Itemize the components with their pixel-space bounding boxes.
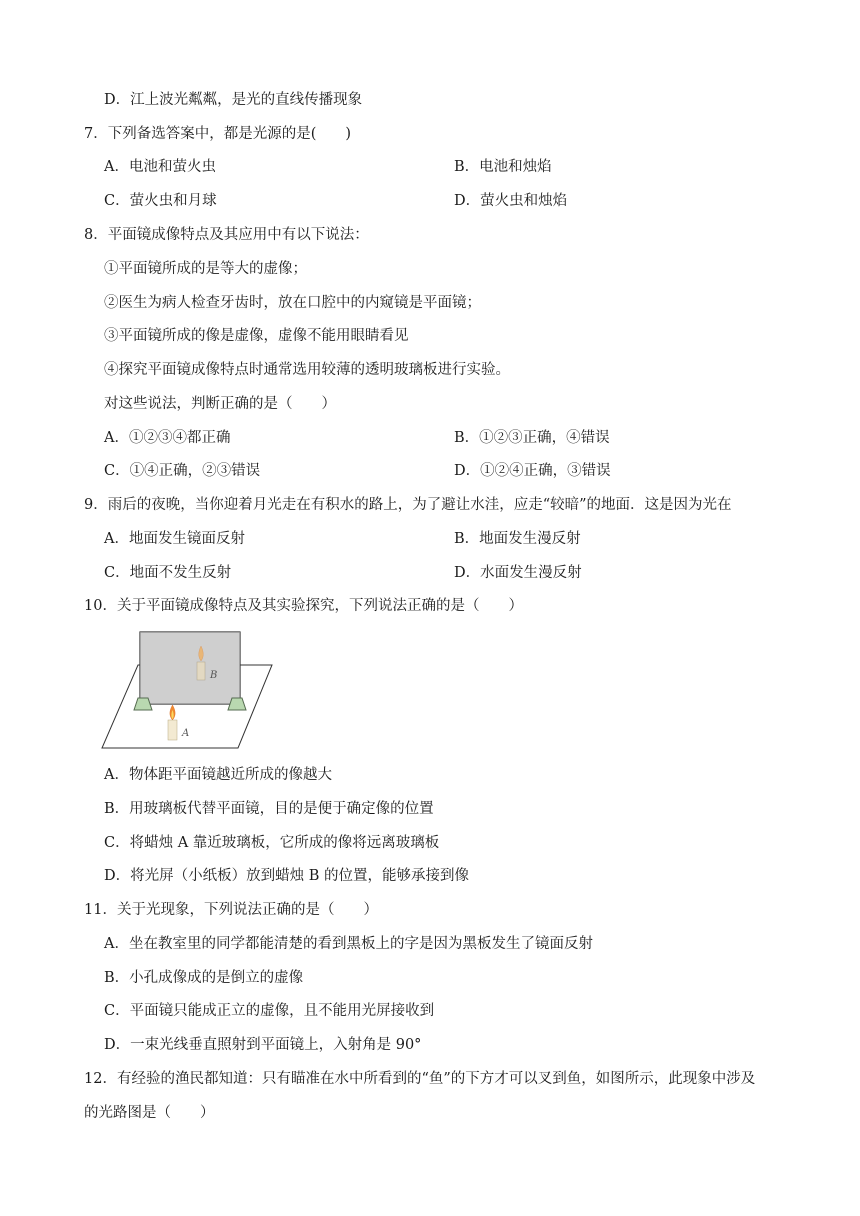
- q12-stem-line1: 12．有经验的渔民都知道：只有瞄准在水中所看到的“鱼”的下方才可以叉到鱼，如图所示，此现象中涉及: [84, 1071, 756, 1087]
- q8-statement-2: ②医生为病人检查牙齿时，放在口腔中的内窥镜是平面镜；: [104, 295, 481, 311]
- q7-stem: 7．下列备选答案中，都是光源的是( ): [84, 126, 352, 142]
- q8-option-d: D．①②④正确，③错误: [454, 463, 611, 479]
- q8-stem: 8．平面镜成像特点及其应用中有以下说法：: [84, 227, 369, 243]
- q8-option-a: A．①②③④都正确: [104, 430, 231, 446]
- q6-option-d: D．江上波光粼粼，是光的直线传播现象: [104, 92, 363, 108]
- q10-stem: 10．关于平面镜成像特点及其实验探究，下列说法正确的是（ ）: [84, 598, 523, 614]
- q10-option-c: C．将蜡烛 A 靠近玻璃板，它所成的像将远离玻璃板: [104, 835, 440, 851]
- q12-stem-line2: 的光路图是（ ）: [84, 1105, 215, 1121]
- q8-statement-4: ④探究平面镜成像特点时通常选用较薄的透明玻璃板进行实验。: [104, 362, 510, 378]
- q8-option-b: B．①②③正确，④错误: [454, 430, 610, 446]
- q8-statement-1: ①平面镜所成的是等大的虚像；: [104, 261, 307, 277]
- q7-option-c: C．萤火虫和月球: [104, 193, 217, 209]
- q10-option-b: B．用玻璃板代替平面镜，目的是便于确定像的位置: [104, 801, 434, 817]
- q7-option-d: D．萤火虫和烛焰: [454, 193, 568, 209]
- q9-option-d: D．水面发生漫反射: [454, 565, 582, 581]
- q11-option-b: B．小孔成像成的是倒立的虚像: [104, 970, 304, 986]
- q9-option-a: A．地面发生镜面反射: [104, 531, 245, 547]
- q11-option-c: C．平面镜只能成正立的虚像，且不能用光屏接收到: [104, 1003, 435, 1019]
- q8-statement-3: ③平面镜所成的像是虚像，虚像不能用眼睛看见: [104, 328, 409, 344]
- plane-mirror-experiment-figure: [100, 626, 280, 754]
- q7-option-a: A．电池和萤火虫: [104, 159, 216, 175]
- candle-b-label: B: [210, 670, 218, 681]
- q10-option-d: D．将光屏（小纸板）放到蜡烛 B 的位置，能够承接到像: [104, 868, 469, 884]
- q7-option-b: B．电池和烛焰: [454, 159, 552, 175]
- q11-option-a: A．坐在教室里的同学都能清楚的看到黑板上的字是因为黑板发生了镜面反射: [104, 936, 593, 952]
- q9-option-c: C．地面不发生反射: [104, 565, 232, 581]
- q9-stem: 9．雨后的夜晚，当你迎着月光走在有积水的路上，为了避让水洼，应走“较暗”的地面．这是因为光在: [84, 497, 732, 513]
- q11-option-d: D．一束光线垂直照射到平面镜上，入射角是 90°: [104, 1037, 422, 1053]
- q10-option-a: A．物体距平面镜越近所成的像越大: [104, 767, 332, 783]
- q11-stem: 11．关于光现象，下列说法正确的是（ ）: [84, 902, 378, 918]
- q8-question: 对这些说法，判断正确的是（ ）: [104, 396, 336, 412]
- q9-option-b: B．地面发生漫反射: [454, 531, 581, 547]
- q8-option-c: C．①④正确，②③错误: [104, 463, 261, 479]
- candle-a-label: A: [182, 728, 190, 739]
